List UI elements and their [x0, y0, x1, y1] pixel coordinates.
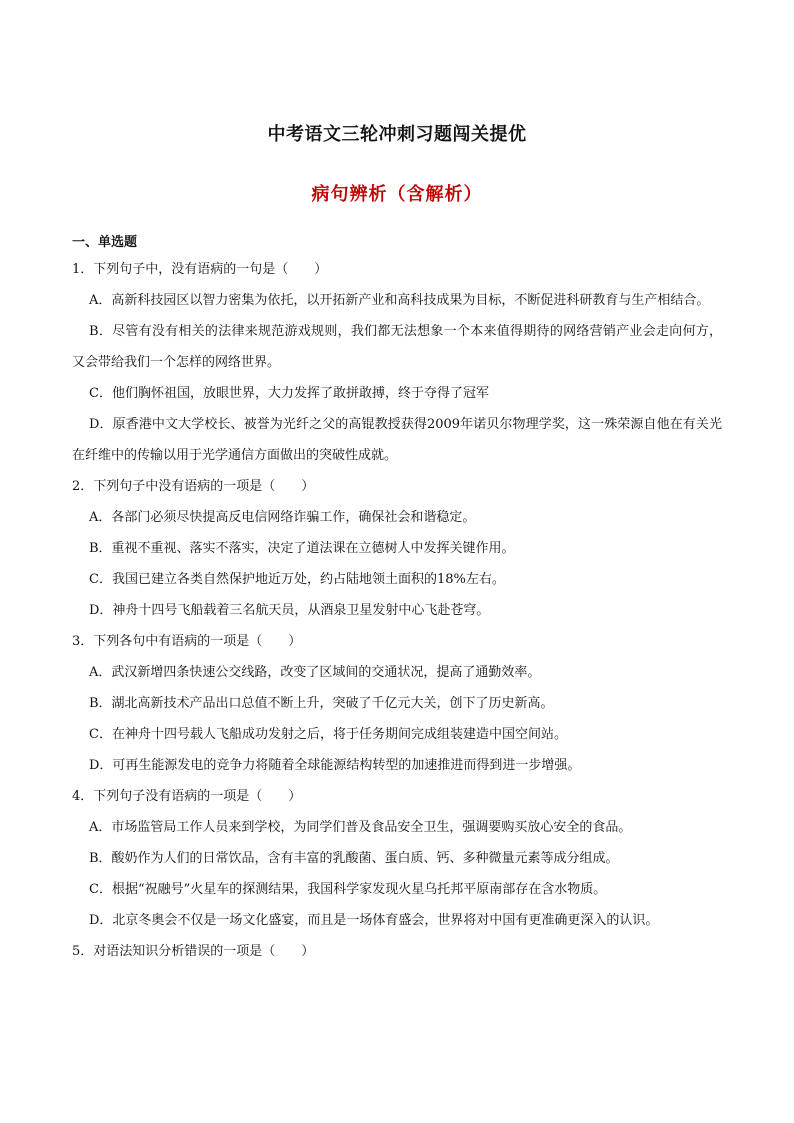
question-item: [72, 254, 722, 471]
document-content: [72, 232, 722, 967]
section-heading: 一、单选题: [72, 235, 138, 250]
question-text: 下列句子没有语病的一项是（ ）: [93, 789, 302, 804]
question-number: 1．: [72, 262, 94, 277]
answer-option: B．湖北高新技术产品出口总值不断上升，突破了千亿元大关，创下了历史新高。: [89, 696, 554, 711]
answer-option: A．各部门必须尽快提高反电信网络诈骗工作，确保社会和谐稳定。: [89, 510, 476, 525]
answer-option: C．我国已建立各类自然保护地近万处，约占陆地领土面积的18%左右。: [89, 572, 505, 587]
answer-option: A．武汉新增四条快速公交线路，改变了区域间的交通状况，提高了通勤效率。: [89, 665, 541, 680]
question-text: 下列句子中，没有语病的一句是（ ）: [93, 262, 328, 277]
question-stem: [72, 936, 722, 967]
question-stem: [72, 781, 722, 812]
answer-option: D．可再生能源发电的竞争力将随着全球能源结构转型的加速推进而得到进一步增强。: [89, 758, 581, 773]
answer-option: C．在神舟十四号载人飞船成功发射之后，将于任务期间完成组装建造中国空间站。: [89, 727, 567, 742]
answer-option: B．酸奶作为人们的日常饮品，含有丰富的乳酸菌、蛋白质、钙、多种微量元素等成分组成。: [89, 851, 619, 866]
document-title: 中考语文三轮冲刺习题闯关提优: [267, 124, 527, 145]
answer-option: A．高新科技园区以智力密集为依托，以开拓新产业和高科技成果为目标，不断促进科研教育与生产相结合。: [89, 293, 710, 308]
question-number: 2．: [72, 479, 94, 494]
answer-option: C．他们胸怀祖国，放眼世界，大力发挥了敢拼敢搏，终于夺得了冠军: [89, 386, 489, 401]
question-text: 下列句子中没有语病的一项是（ ）: [93, 479, 315, 494]
answer-option: D．神舟十四号飞船载着三名航天员，从酒泉卫星发射中心飞赴苍穹。: [89, 603, 490, 618]
answer-option: D．原香港中文大学校长、被誉为光纤之父的高锟教授获得2009年诺贝尔物理学奖，这一殊荣源自他在有关光在纤维中的传输以用于光学通信方面做出的突破性成就。: [72, 417, 722, 463]
question-item: [72, 936, 722, 967]
question-stem: [72, 254, 722, 285]
question-list: [72, 254, 722, 967]
question-number: 4．: [72, 789, 94, 804]
question-stem: [72, 626, 722, 657]
answer-option: D．北京冬奥会不仅是一场文化盛宴，而且是一场体育盛会，世界将对中国有更准确更深入的认识。: [89, 913, 659, 928]
answer-option: A．市场监管局工作人员来到学校，为同学们普及食品安全卫生，强调要购买放心安全的食品。: [89, 820, 632, 835]
answer-option: C．根据“祝融号”火星车的探测结果，我国科学家发现火星乌托邦平原南部存在含水物质。: [89, 882, 607, 897]
question-number: 5．: [72, 944, 94, 959]
question-text: 对语法知识分析错误的一项是（ ）: [93, 944, 315, 959]
question-number: 3．: [72, 634, 94, 649]
question-stem: [72, 471, 722, 502]
question-text: 下列各句中有语病的一项是（ ）: [93, 634, 302, 649]
answer-option: B．尽管有没有相关的法律来规范游戏规则，我们都无法想象一个本来值得期待的网络营销产业会走向何方，又会带给我们一个怎样的网络世界。: [72, 324, 722, 370]
document-subtitle: 病句辨析（含解析）: [311, 184, 483, 205]
question-item: [72, 626, 722, 781]
answer-option: B．重视不重视、落实不落实，决定了道法课在立德树人中发挥关键作用。: [89, 541, 515, 556]
question-item: [72, 781, 722, 936]
question-item: [72, 471, 722, 626]
